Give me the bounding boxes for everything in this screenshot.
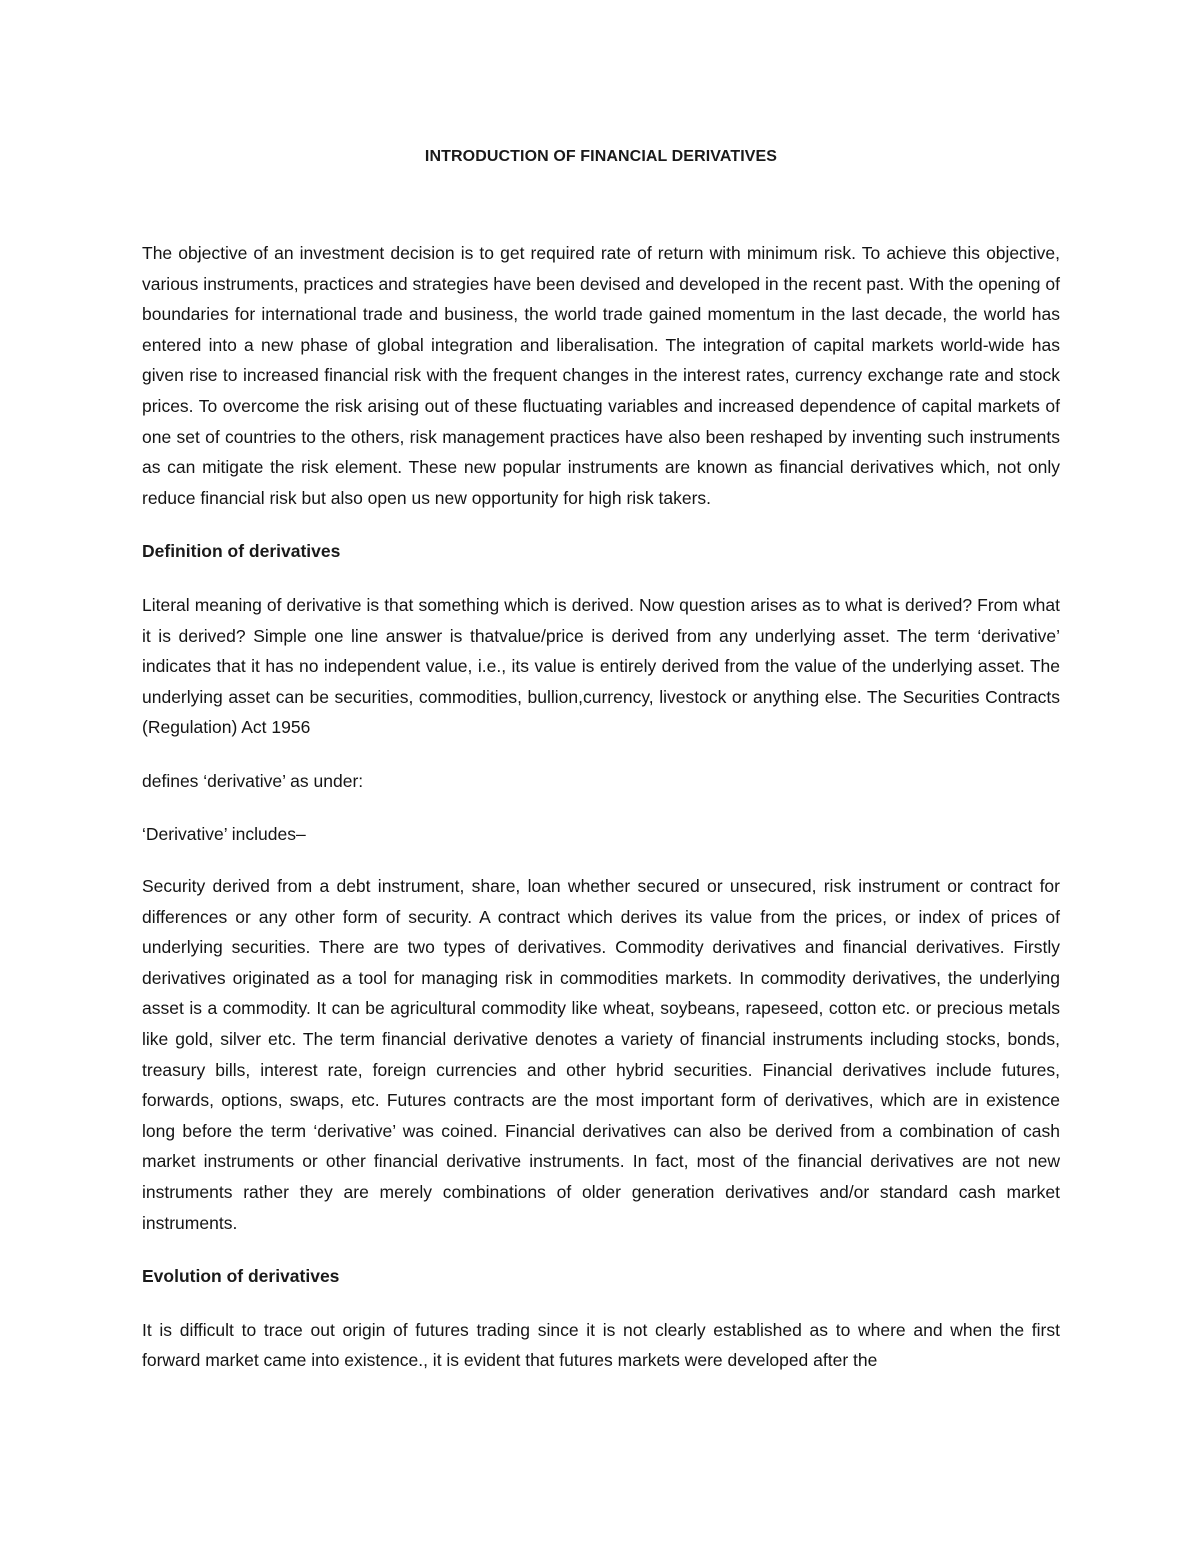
definition-paragraph-defines: defines ‘derivative’ as under: — [142, 770, 364, 791]
evolution-heading: Evolution of derivatives — [142, 1266, 340, 1287]
definition-paragraph-literal-meaning: Literal meaning of derivative is that something which is derived. Now question arises as to what is derived? From what it is derived? Simple one line answer is thatvalue/price is derived from any underlying asset. The term ‘derivative’ indicates that it has no independent value, i.e., its value is entirely derived from the value of the underlying asset. The underlying asset can be securities, commodities, bullion,currency, livestock or anything else. The Securities Contracts (Regulation) Act 1956 — [142, 594, 1060, 738]
evolution-paragraph: It is difficult to trace out origin of futures trading since it is not clearly established as to where and when the first forward market came into existence., it is evident that futures markets were developed after the — [142, 1319, 1060, 1371]
definition-heading: Definition of derivatives — [142, 541, 341, 562]
intro-paragraph: The objective of an investment decision is to get required rate of return with minimum risk. To achieve this objective, various instruments, practices and strategies have been devised and developed in the recent past. With the opening of boundaries for international trade and business, the world trade gained momentum in the last decade, the world has entered into a new phase of global integration and liberalisation. The integration of capital markets world-wide has given rise to increased financial risk with the frequent changes in the interest rates, currency exchange rate and stock prices. To overcome the risk arising out of these fluctuating variables and increased dependence of capital markets of one set of countries to the others, risk management practices have also been reshaped by inventing such instruments as can mitigate the risk element. These new popular instruments are known as financial derivatives which, not only reduce financial risk but also open us new opportunity for high risk takers. — [142, 243, 1060, 508]
definition-paragraph-security: Security derived from a debt instrument, share, loan whether secured or unsecured, risk instrument or contract for differences or any other form of security. A contract which derives its value from the prices, or index of prices of underlying securities. There are two types of derivatives. Commodity derivatives and financial derivatives. Firstly derivatives originated as a tool for managing risk in commodities markets. In commodity derivatives, the underlying asset is a commodity. It can be agricultural commodity like wheat, soybeans, rapeseed, cotton etc. or precious metals like gold, silver etc. The term financial derivative denotes a variety of financial instruments including stocks, bonds, treasury bills, interest rate, foreign currencies and other hybrid securities. Financial derivatives include futures, forwards, options, swaps, etc. Futures contracts are the most important form of derivatives, which are in existence long before the term ‘derivative’ was coined. Financial derivatives can also be derived from a combination of cash market instruments or other financial derivative instruments. In fact, most of the financial derivatives are not new instruments rather they are merely combinations of older generation derivatives and/or standard cash market instruments. — [142, 876, 1060, 1233]
document-title: INTRODUCTION OF FINANCIAL DERIVATIVES — [424, 148, 778, 165]
definition-paragraph-includes: ‘Derivative’ includes– — [142, 823, 306, 844]
